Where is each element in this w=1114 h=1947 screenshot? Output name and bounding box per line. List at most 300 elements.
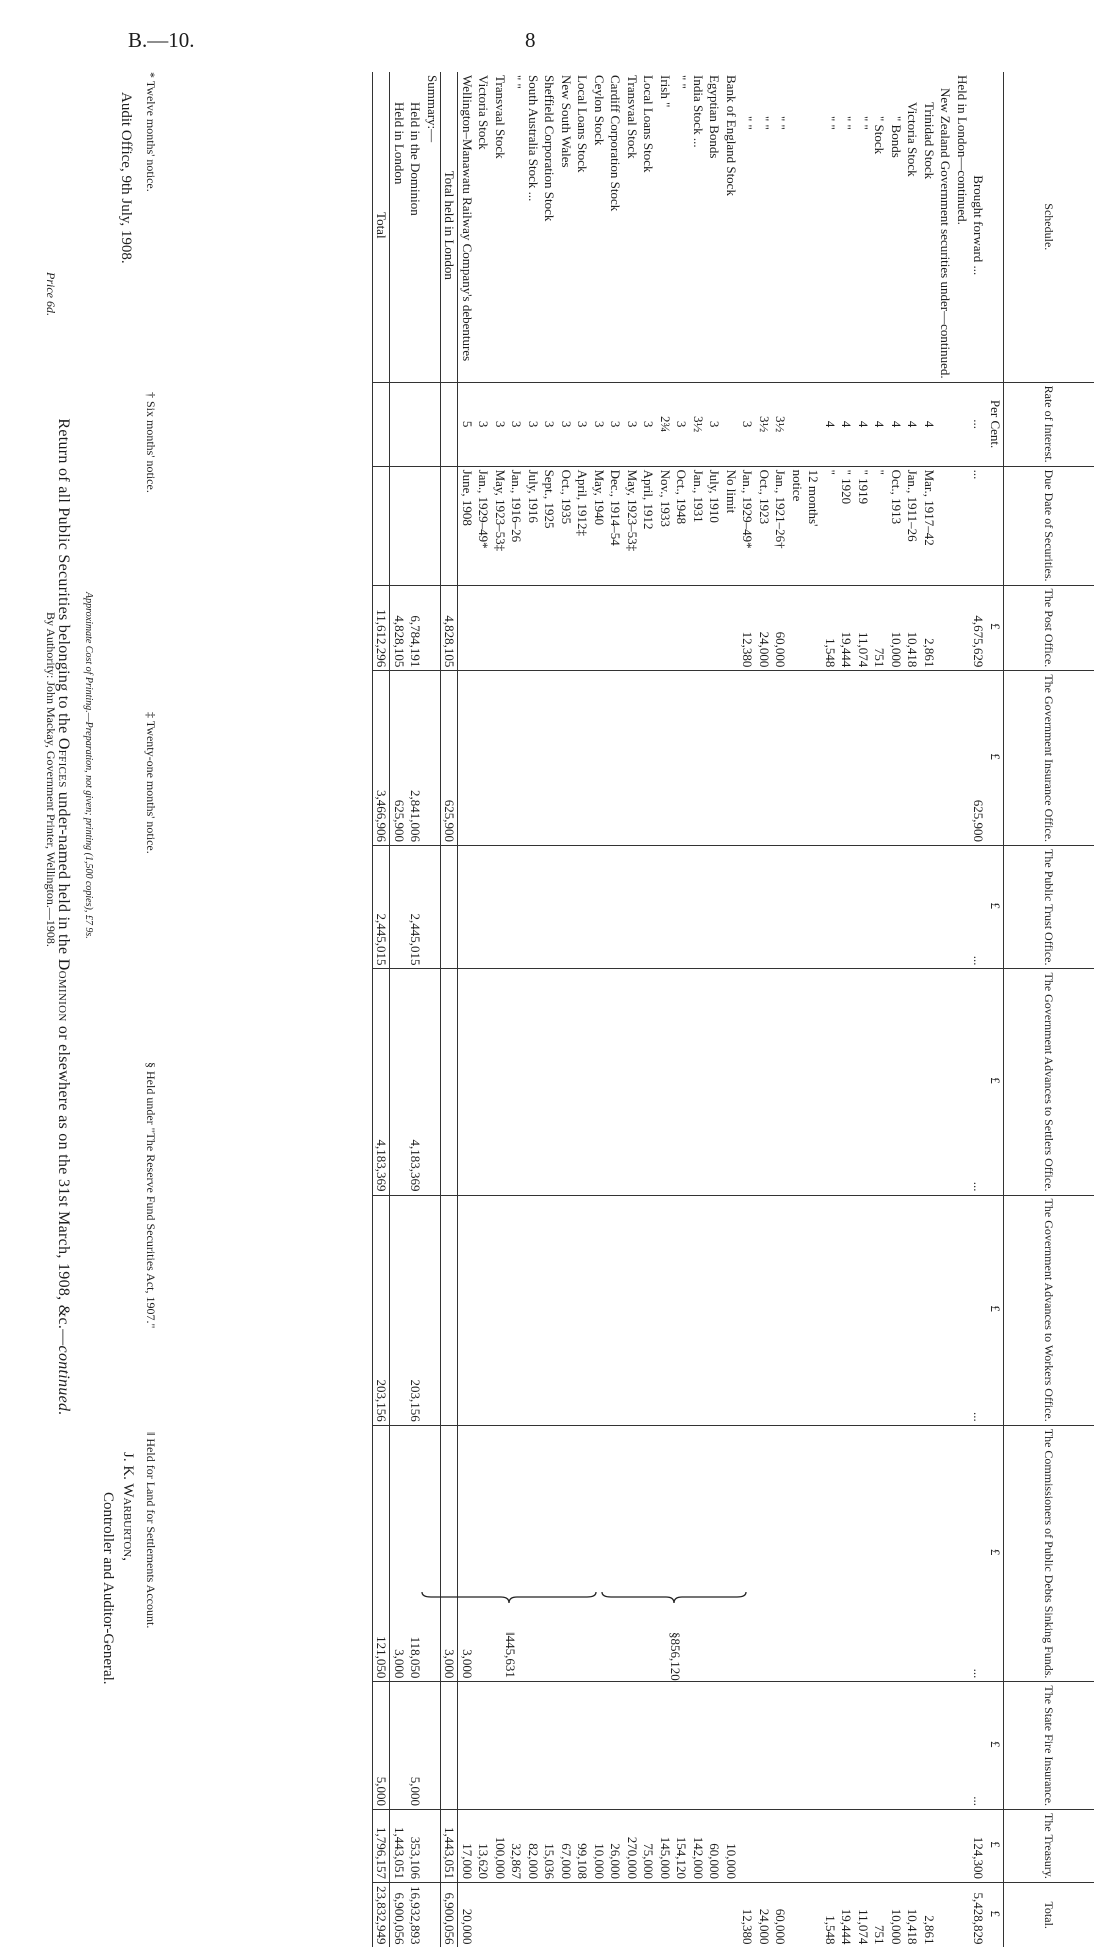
tre-cell: 100,000 xyxy=(492,1810,509,1883)
post-cell xyxy=(475,585,492,671)
sink-cell xyxy=(690,1425,707,1682)
table-row xyxy=(921,72,938,1947)
post-cell: 4,828,105 xyxy=(390,585,407,671)
trust-cell xyxy=(607,846,624,969)
due-date-cell: Jan., 1931 xyxy=(690,466,707,585)
tre-cell: 1,796,157 xyxy=(373,1810,391,1883)
schedule-cell: South Australia Stock ... xyxy=(526,75,541,202)
sink-cell xyxy=(574,1425,591,1682)
rate-cell xyxy=(954,382,971,466)
due-date-cell xyxy=(954,466,971,585)
schedule-cell: New Zealand Government securities under—continued. xyxy=(938,88,954,379)
fire-cell xyxy=(673,1682,690,1810)
rate-cell: 3 xyxy=(508,382,525,466)
tre-cell xyxy=(772,1810,789,1883)
work-cell: 203,156 xyxy=(373,1195,391,1425)
schedule-cell: " " xyxy=(757,116,772,130)
table-row xyxy=(558,72,575,1947)
work-cell xyxy=(772,1195,789,1425)
footnote-six-months: † Six months' notice. xyxy=(144,392,158,493)
footnote-land-settlements: ‖ Held for Land for Settlements Account. xyxy=(144,1432,158,1629)
due-date-cell: Jan., 1921–26† xyxy=(772,466,789,585)
ins-cell xyxy=(508,671,525,846)
price-note: Price 6d. xyxy=(44,272,58,316)
sink-cell xyxy=(789,1425,806,1682)
table-row xyxy=(838,72,855,1947)
post-cell xyxy=(558,585,575,671)
document-title: Return of all Public Securities belonging to the Offices under-named held in the Dominion or elsewhere as on the 31st March, 1908, &c.—continued. xyxy=(55,418,72,1416)
due-date-cell: June, 1908 xyxy=(458,466,475,585)
trust-cell xyxy=(390,846,407,969)
rate-cell: 3 xyxy=(591,382,608,466)
set-cell xyxy=(739,969,756,1195)
trust-cell: 2,445,015 xyxy=(373,846,391,969)
due-date-cell xyxy=(424,466,441,585)
table-row xyxy=(970,72,987,1947)
table-row xyxy=(624,72,641,1947)
sink-cell: 3,000 xyxy=(458,1425,475,1682)
rate-cell xyxy=(805,382,822,466)
tre-cell xyxy=(756,1810,773,1883)
unit-pound: £ xyxy=(987,846,1004,969)
schedule-cell: Summary:— xyxy=(425,75,440,143)
tre-cell xyxy=(937,1810,954,1883)
trust-cell xyxy=(690,846,707,969)
work-cell xyxy=(541,1195,558,1425)
post-cell xyxy=(525,585,542,671)
ins-cell xyxy=(739,671,756,846)
work-cell xyxy=(458,1195,475,1425)
ins-cell xyxy=(640,671,657,846)
work-cell xyxy=(475,1195,492,1425)
fire-cell xyxy=(904,1682,921,1810)
ins-cell: 3,466,906 xyxy=(373,671,391,846)
set-cell: ... xyxy=(970,969,987,1195)
table-row xyxy=(574,72,591,1947)
schedule-cell: Transvaal Stock xyxy=(625,75,640,159)
tot-cell xyxy=(475,1882,492,1947)
tot-cell: 6,900,056 xyxy=(390,1882,407,1947)
trust-cell xyxy=(492,846,509,969)
set-cell: 4,183,369 xyxy=(373,969,391,1195)
printing-cost-note: Approximate Cost of Printing.—Preparation, not given; printing (1,500 copies), £7 9s. xyxy=(83,592,94,939)
rate-cell xyxy=(373,382,391,466)
rate-cell: 4 xyxy=(822,382,839,466)
tre-cell: 142,000 xyxy=(690,1810,707,1883)
unit-pound: £ xyxy=(987,1810,1004,1883)
rate-cell: 4 xyxy=(921,382,938,466)
fire-cell xyxy=(508,1682,525,1810)
due-date-cell: Mar., 1917–42 xyxy=(921,466,938,585)
tot-cell xyxy=(492,1882,509,1947)
work-cell xyxy=(390,1195,407,1425)
table-row xyxy=(954,72,971,1947)
tre-cell: 145,000 xyxy=(657,1810,674,1883)
work-cell xyxy=(706,1195,723,1425)
col-public-trust: The Public Trust Office. xyxy=(1004,846,1095,969)
post-cell xyxy=(789,585,806,671)
post-cell xyxy=(805,585,822,671)
trust-cell xyxy=(789,846,806,969)
set-cell xyxy=(624,969,641,1195)
tot-cell: 5,428,829 xyxy=(970,1882,987,1947)
set-cell xyxy=(441,969,459,1195)
unit-pound: £ xyxy=(987,1882,1004,1947)
trust-cell xyxy=(954,846,971,969)
post-cell: 19,444 xyxy=(838,585,855,671)
work-cell xyxy=(937,1195,954,1425)
trust-cell xyxy=(756,846,773,969)
rate-cell xyxy=(407,382,424,466)
ins-cell: 625,900 xyxy=(970,671,987,846)
ins-cell xyxy=(424,671,441,846)
page-number: 8 xyxy=(525,28,536,52)
tot-cell xyxy=(558,1882,575,1947)
due-date-cell: Jan., 1911–26 xyxy=(904,466,921,585)
post-cell: 11,074 xyxy=(855,585,872,671)
tre-cell xyxy=(855,1810,872,1883)
summary-london-row xyxy=(390,72,407,1947)
ins-cell xyxy=(690,671,707,846)
sink-cell xyxy=(954,1425,971,1682)
tre-cell: 75,000 xyxy=(640,1810,657,1883)
signatory-role: Controller and Auditor-General. xyxy=(100,1492,116,1685)
col-schedule: Schedule. xyxy=(1004,72,1095,382)
ins-cell xyxy=(772,671,789,846)
tot-cell: 12,380 xyxy=(739,1882,756,1947)
tot-cell: 23,832,949 xyxy=(373,1882,391,1947)
trust-cell: 2,445,015 xyxy=(407,846,424,969)
fire-cell xyxy=(607,1682,624,1810)
due-date-cell: " xyxy=(871,466,888,585)
due-date-cell: Dec., 1914–54 xyxy=(607,466,624,585)
ins-cell xyxy=(822,671,839,846)
tot-cell: 20,000 xyxy=(458,1882,475,1947)
ins-cell xyxy=(541,671,558,846)
fire-cell xyxy=(706,1682,723,1810)
schedule-cell: Ceylon Stock xyxy=(592,75,607,146)
tre-cell: 10,000 xyxy=(723,1810,740,1883)
col-advances-workers: The Government Advances to Workers Office. xyxy=(1004,1195,1095,1425)
rate-cell: 3½ xyxy=(756,382,773,466)
ins-cell xyxy=(574,671,591,846)
trust-cell xyxy=(591,846,608,969)
due-date-cell xyxy=(407,466,424,585)
post-cell xyxy=(591,585,608,671)
work-cell xyxy=(624,1195,641,1425)
sink-cell xyxy=(739,1425,756,1682)
ins-cell: 625,900 xyxy=(390,671,407,846)
trust-cell xyxy=(624,846,641,969)
due-date-cell: July, 1910 xyxy=(706,466,723,585)
table-row xyxy=(541,72,558,1947)
set-cell xyxy=(756,969,773,1195)
tot-cell: 1,548 xyxy=(822,1882,839,1947)
curly-brace-icon xyxy=(421,1590,597,1604)
work-cell xyxy=(855,1195,872,1425)
work-cell xyxy=(690,1195,707,1425)
ins-cell xyxy=(673,671,690,846)
schedule-cell: Total held in London xyxy=(441,72,459,382)
rate-cell: 3½ xyxy=(690,382,707,466)
brace-total-second: ‖445,631 xyxy=(503,1632,518,1678)
set-cell xyxy=(525,969,542,1195)
schedule-cell: Held in the Dominion xyxy=(408,102,424,216)
ins-cell xyxy=(838,671,855,846)
fire-cell: ... xyxy=(970,1682,987,1810)
col-insurance-office: The Government Insurance Office. xyxy=(1004,671,1095,846)
trust-cell: ... xyxy=(970,846,987,969)
trust-cell xyxy=(424,846,441,969)
due-date-cell: Oct., 1923 xyxy=(756,466,773,585)
post-cell xyxy=(954,585,971,671)
rate-cell xyxy=(937,382,954,466)
due-date-cell: notice xyxy=(789,466,806,585)
work-cell xyxy=(871,1195,888,1425)
units-row xyxy=(987,72,1004,1947)
due-date-cell: April, 1912 xyxy=(640,466,657,585)
fire-cell xyxy=(937,1682,954,1810)
post-cell: 10,000 xyxy=(888,585,905,671)
set-cell xyxy=(574,969,591,1195)
sink-cell xyxy=(640,1425,657,1682)
schedule-cell: " " xyxy=(674,75,690,89)
schedule-cell: Sheffield Corporation Stock xyxy=(542,75,558,222)
work-cell: ... xyxy=(970,1195,987,1425)
tre-cell: 270,000 xyxy=(624,1810,641,1883)
tre-cell: 15,036 xyxy=(541,1810,558,1883)
ins-cell xyxy=(937,671,954,846)
rate-cell: 5 xyxy=(458,382,475,466)
set-cell xyxy=(789,969,806,1195)
due-date-cell: Oct., 1935 xyxy=(558,466,575,585)
fire-cell xyxy=(690,1682,707,1810)
rate-cell xyxy=(441,382,459,466)
table-row xyxy=(706,72,723,1947)
tot-cell xyxy=(690,1882,707,1947)
ins-cell xyxy=(492,671,509,846)
trust-cell xyxy=(441,846,459,969)
fire-cell xyxy=(855,1682,872,1810)
ins-cell xyxy=(871,671,888,846)
tot-cell xyxy=(591,1882,608,1947)
schedule-cell: Trinidad Stock xyxy=(922,102,937,180)
set-cell xyxy=(954,969,971,1195)
trust-cell xyxy=(657,846,674,969)
schedule-cell: Held in London xyxy=(390,72,407,382)
table-row xyxy=(525,72,542,1947)
post-cell xyxy=(723,585,740,671)
ins-cell xyxy=(723,671,740,846)
work-cell xyxy=(921,1195,938,1425)
tot-cell: 16,932,893 xyxy=(407,1882,424,1947)
post-cell: 4,828,105 xyxy=(441,585,459,671)
tre-cell: 124,300 xyxy=(970,1810,987,1883)
table-row xyxy=(591,72,608,1947)
ins-cell xyxy=(756,671,773,846)
work-cell xyxy=(739,1195,756,1425)
table-row xyxy=(690,72,707,1947)
set-cell xyxy=(723,969,740,1195)
tre-cell: 82,000 xyxy=(525,1810,542,1883)
trust-cell xyxy=(805,846,822,969)
schedule-cell: Egyptian Bonds xyxy=(707,75,723,159)
fire-cell xyxy=(390,1682,407,1810)
tre-cell: 353,106 xyxy=(407,1810,424,1883)
fire-cell xyxy=(640,1682,657,1810)
tre-cell: 26,000 xyxy=(607,1810,624,1883)
set-cell xyxy=(657,969,674,1195)
fire-cell xyxy=(558,1682,575,1810)
rate-cell: ... xyxy=(970,382,987,466)
schedule-cell xyxy=(805,72,822,382)
tre-cell: 67,000 xyxy=(558,1810,575,1883)
schedule-cell: Local Loans Stock xyxy=(641,75,657,173)
tre-cell xyxy=(805,1810,822,1883)
rate-cell: 3 xyxy=(624,382,641,466)
table-row xyxy=(723,72,740,1947)
post-cell: 6,784,191 xyxy=(407,585,424,671)
tot-cell xyxy=(706,1882,723,1947)
fire-cell xyxy=(921,1682,938,1810)
tot-cell xyxy=(673,1882,690,1947)
audit-office-date: Audit Office, 9th July, 1908. xyxy=(118,92,134,264)
schedule-cell: " " xyxy=(823,116,838,130)
ins-cell xyxy=(855,671,872,846)
table-row xyxy=(739,72,756,1947)
work-cell xyxy=(789,1195,806,1425)
tre-cell xyxy=(822,1810,839,1883)
schedule-cell: Held in London—continued. xyxy=(955,75,970,225)
rate-cell: 3 xyxy=(640,382,657,466)
sink-cell: 3,000 xyxy=(390,1425,407,1682)
post-cell xyxy=(937,585,954,671)
post-cell xyxy=(624,585,641,671)
col-total: Total. xyxy=(1004,1882,1095,1947)
unit-pound: £ xyxy=(987,585,1004,671)
post-cell: 60,000 xyxy=(772,585,789,671)
work-cell xyxy=(657,1195,674,1425)
trust-cell xyxy=(739,846,756,969)
rate-cell: 3 xyxy=(739,382,756,466)
sink-cell: ... xyxy=(970,1425,987,1682)
fire-cell xyxy=(525,1682,542,1810)
trust-cell xyxy=(673,846,690,969)
sink-cell xyxy=(591,1425,608,1682)
post-cell: 4,675,629 xyxy=(970,585,987,671)
table-row xyxy=(475,72,492,1947)
set-cell xyxy=(772,969,789,1195)
rate-cell: 3 xyxy=(492,382,509,466)
sink-cell xyxy=(558,1425,575,1682)
post-cell xyxy=(607,585,624,671)
tot-cell xyxy=(607,1882,624,1947)
fire-cell xyxy=(838,1682,855,1810)
table-row xyxy=(822,72,839,1947)
total-london-row xyxy=(441,72,459,1947)
fire-cell xyxy=(657,1682,674,1810)
ins-cell xyxy=(921,671,938,846)
fire-cell xyxy=(871,1682,888,1810)
table-row xyxy=(937,72,954,1947)
fire-cell xyxy=(954,1682,971,1810)
sink-cell xyxy=(541,1425,558,1682)
rate-cell: 4 xyxy=(855,382,872,466)
rate-cell: 2¾ xyxy=(657,382,674,466)
post-cell xyxy=(640,585,657,671)
tot-cell: 10,418 xyxy=(904,1882,921,1947)
rate-cell: 3½ xyxy=(772,382,789,466)
summary-dominion-row xyxy=(407,72,424,1947)
trust-cell xyxy=(706,846,723,969)
table-row xyxy=(855,72,872,1947)
footnote-reserve-fund: § Held under "The Reserve Fund Securities Act, 1907." xyxy=(144,1062,158,1329)
rate-cell: 3 xyxy=(541,382,558,466)
ins-cell xyxy=(657,671,674,846)
fire-cell xyxy=(475,1682,492,1810)
table-row xyxy=(607,72,624,1947)
post-cell: 751 xyxy=(871,585,888,671)
sink-cell xyxy=(475,1425,492,1682)
work-cell xyxy=(838,1195,855,1425)
set-cell xyxy=(904,969,921,1195)
schedule-cell: Brought forward ... xyxy=(971,175,987,276)
schedule-cell: " " xyxy=(740,116,756,130)
tot-cell xyxy=(508,1882,525,1947)
due-date-cell: Sept., 1925 xyxy=(541,466,558,585)
col-state-fire: The State Fire Insurance. xyxy=(1004,1682,1095,1810)
set-cell xyxy=(838,969,855,1195)
table-body xyxy=(373,72,1004,1947)
sink-cell xyxy=(805,1425,822,1682)
work-cell xyxy=(441,1195,459,1425)
fire-cell xyxy=(805,1682,822,1810)
fire-cell xyxy=(739,1682,756,1810)
due-date-cell: " 1920 xyxy=(838,466,855,585)
set-cell xyxy=(458,969,475,1195)
table-row xyxy=(640,72,657,1947)
tot-cell: 24,000 xyxy=(756,1882,773,1947)
fire-cell xyxy=(458,1682,475,1810)
sink-cell xyxy=(723,1425,740,1682)
trust-cell xyxy=(937,846,954,969)
ins-cell xyxy=(805,671,822,846)
set-cell xyxy=(706,969,723,1195)
set-cell xyxy=(805,969,822,1195)
unit-pound: £ xyxy=(987,671,1004,846)
set-cell xyxy=(541,969,558,1195)
tre-cell: 10,000 xyxy=(591,1810,608,1883)
table-row xyxy=(789,72,806,1947)
set-cell xyxy=(640,969,657,1195)
fire-cell xyxy=(591,1682,608,1810)
fire-cell xyxy=(541,1682,558,1810)
securities-table xyxy=(372,72,1094,1947)
schedule-cell: " " xyxy=(856,116,871,130)
work-cell xyxy=(508,1195,525,1425)
due-date-cell: Nov., 1933 xyxy=(657,466,674,585)
sink-cell xyxy=(772,1425,789,1682)
post-cell: 2,861 xyxy=(921,585,938,671)
set-cell xyxy=(424,969,441,1195)
set-cell xyxy=(508,969,525,1195)
work-cell xyxy=(888,1195,905,1425)
table-row xyxy=(756,72,773,1947)
sink-cell: 118,050 xyxy=(407,1425,424,1682)
trust-cell xyxy=(574,846,591,969)
col-sinking-funds: The Commissioners of Public Debts Sinking Funds. xyxy=(1004,1425,1095,1682)
work-cell xyxy=(591,1195,608,1425)
